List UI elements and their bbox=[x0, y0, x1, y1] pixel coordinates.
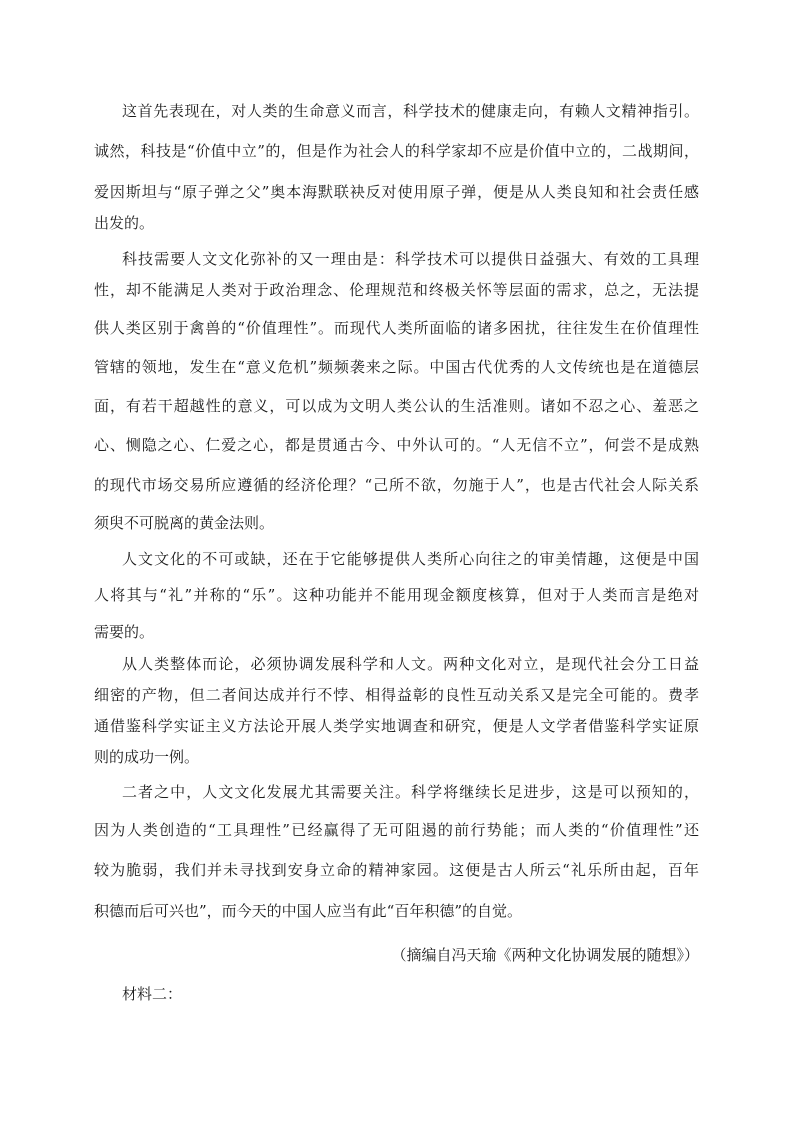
section-label: 材料二： bbox=[122, 985, 183, 1003]
paragraph-line: 爱因斯坦与“原子弹之父”奥本海默联袂反对使用原子弹，便是从人类良知和社会责任感 bbox=[94, 183, 699, 201]
paragraph-line: 二者之中，人文文化发展尤其需要关注。科学将继续长足进步，这是可以预知的， bbox=[122, 783, 699, 801]
paragraph-line: 供人类区别于禽兽的“价值理性”。而现代人类所面临的诸多困扰，往往发生在价值理性 bbox=[94, 319, 699, 337]
paragraph-line: 心、恻隐之心、仁爱之心，都是贯通古今、中外认可的。“人无信不立”，何尝不是成熟 bbox=[94, 436, 699, 454]
paragraph-line: 这首先表现在，对人类的生命意义而言，科学技术的健康走向，有赖人文精神指引。 bbox=[122, 102, 699, 120]
paragraph-line: 细密的产物，但二者间达成并行不悖、相得益彰的良性互动关系又是完全可能的。费孝 bbox=[94, 686, 699, 704]
paragraph-line: 的现代市场交易所应遵循的经济伦理？“己所不欲，勿施于人”，也是古代社会人际关系 bbox=[94, 476, 699, 494]
paragraph-line: 需要的。 bbox=[94, 623, 155, 641]
paragraph-line: 人将其与“礼”并称的“乐”。这种功能并不能用现金额度核算，但对于人类而言是绝对 bbox=[94, 586, 699, 604]
paragraph-line: 通借鉴科学实证主义方法论开展人类学实地调查和研究，便是人文学者借鉴科学实证原 bbox=[94, 717, 699, 735]
paragraph-line: 面，有若干超越性的意义，可以成为文明人类公认的生活准则。诸如不忍之心、羞恶之 bbox=[94, 397, 699, 415]
paragraph-line: 因为人类创造的“工具理性”已经赢得了无可阻遏的前行势能；而人类的“价值理性”还 bbox=[94, 821, 699, 839]
source-citation: （摘编自冯天瑜《两种文化协调发展的随想》） bbox=[391, 946, 699, 964]
paragraph-line: 科技需要人文文化弥补的又一理由是：科学技术可以提供日益强大、有效的工具理 bbox=[122, 250, 699, 268]
paragraph-line: 性，却不能满足人类对于政治理念、伦理规范和终极关怀等层面的需求，总之，无法提 bbox=[94, 281, 699, 299]
paragraph-line: 出发的。 bbox=[94, 214, 155, 232]
paragraph-line: 从人类整体而论，必须协调发展科学和人文。两种文化对立，是现代社会分工日益 bbox=[122, 655, 699, 673]
paragraph-line: 较为脆弱，我们并未寻找到安身立命的精神家园。这便是古人所云“礼乐所由起，百年 bbox=[94, 861, 699, 879]
paragraph-line: 管辖的领地，发生在“意义危机”频频袭来之际。中国古代优秀的人文传统也是在道德层 bbox=[94, 358, 699, 376]
paragraph-line: 诚然，科技是“价值中立”的，但是作为社会人的科学家却不应是价值中立的，二战期间， bbox=[94, 142, 699, 160]
paragraph-line: 须臾不可脱离的黄金法则。 bbox=[94, 514, 275, 532]
paragraph-line: 则的成功一例。 bbox=[94, 748, 200, 766]
paragraph-line: 人文文化的不可或缺，还在于它能够提供人类所心向往之的审美情趣，这便是中国 bbox=[122, 550, 699, 568]
paragraph-line: 积德而后可兴也”，而今天的中国人应当有此“百年积德”的自觉。 bbox=[94, 902, 523, 920]
